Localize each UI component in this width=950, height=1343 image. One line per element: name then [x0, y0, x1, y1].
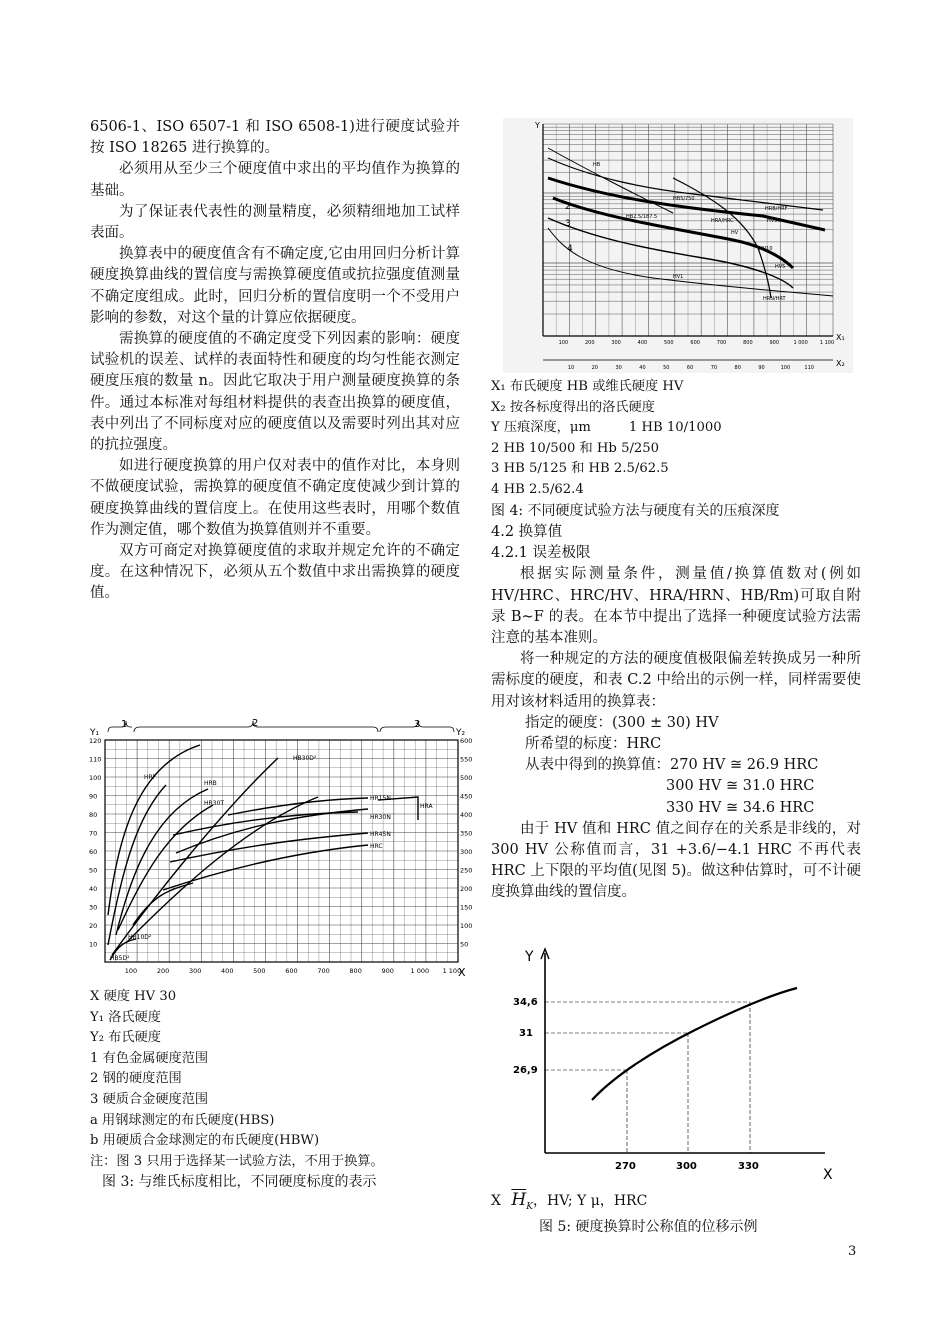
curve-number: 3: [565, 219, 571, 229]
x2-tick: 70: [710, 365, 718, 371]
y1-tick: 40: [89, 885, 98, 893]
x1-tick: 800: [743, 340, 753, 346]
figure-5-legend: [491, 1190, 871, 1238]
figure-caption: 图 3: 与维氏标度相比，不同硬度标度的表示: [102, 1174, 377, 1191]
y-tick: 26,9: [513, 1065, 538, 1076]
curve-label: HV1: [673, 274, 684, 280]
figure-5-chart: [505, 945, 845, 1185]
x-axis-label: X: [823, 1167, 833, 1183]
legend-item: b 用硬质合金球测定的布氏硬度(HBW): [90, 1133, 320, 1149]
y1-tick: 110: [89, 755, 102, 764]
y2-tick: 200: [460, 885, 473, 893]
x-tick: 400: [221, 967, 234, 975]
curve-hr30t: [118, 805, 213, 930]
x2-tick: 110: [804, 365, 814, 371]
legend-item: 2 HB 10/500 和 Hb 5/250: [491, 440, 660, 456]
legend-item: [491, 418, 871, 439]
legend-x: X: [491, 1193, 501, 1209]
y2-tick: 400: [460, 811, 473, 819]
paragraph: 根据实际测量条件，测量值/换算值数对(例如 HV/HRC、HRC/HV、HRA/HRN、HB/Rm)可取自附录 B~F 的表。在本节中提出了选择一种硬度试验方法需注意的基本准则。: [491, 566, 861, 647]
curve-label: HV: [731, 230, 739, 236]
curve-hrb: [116, 789, 208, 935]
curve-number: 4: [567, 244, 573, 254]
x1-tick: 1 100: [819, 340, 835, 346]
curve-label: HR30T: [204, 800, 224, 807]
x1-tick: 100: [558, 340, 569, 346]
legend-item: 1 有色金属硬度范围: [90, 1050, 209, 1066]
x2-tick: 40: [639, 365, 646, 371]
curve-label: HRF: [144, 774, 157, 781]
right-column: [491, 522, 861, 904]
x2-tick: 30: [615, 365, 622, 371]
legend-item: a 用钢球测定的布氏硬度(HBS): [90, 1112, 275, 1128]
conv-value: 300 HV ≅ 31.0 HRC: [666, 778, 815, 795]
legend-k: K: [526, 1201, 533, 1212]
figure-note: 注：图 3 只用于选择某一试验方法，不用于换算。: [90, 1153, 384, 1169]
y1-tick: 120: [89, 737, 102, 745]
legend-item: 2 钢的硬度范围: [90, 1071, 182, 1087]
x-tick: 700: [317, 967, 330, 975]
y1-tick: 90: [89, 792, 98, 801]
x1-tick: 500: [664, 340, 674, 346]
x2-tick: 60: [686, 365, 694, 371]
figure-caption: 图 4: 不同硬度试验方法与硬度有关的压痕深度: [491, 502, 780, 519]
x-tick: 300: [676, 1161, 697, 1172]
want-value: HRC: [626, 736, 662, 753]
paragraph: 6506-1、ISO 6507-1 和 ISO 6508-1)进行硬度试验并按 ISO 18265 进行换算的。: [90, 119, 460, 157]
x1-tick: 200: [584, 340, 595, 346]
x1-axis-label: X₁: [836, 333, 845, 342]
x-tick: 330: [738, 1161, 759, 1172]
figure-4-chart: [503, 118, 853, 373]
figure-5: [505, 945, 845, 1189]
y2-tick: 600: [460, 737, 473, 745]
legend-item: X 硬度 HV 30: [90, 989, 177, 1004]
curve-label: HRN/HRT: [763, 296, 786, 302]
curve-label: HRA/HRC: [711, 218, 734, 224]
y2-tick: 450: [460, 792, 473, 801]
x-tick: 270: [615, 1161, 636, 1172]
curve-label: HRC: [370, 843, 383, 850]
curve-hr45n: [170, 833, 368, 862]
paragraph: 换算表中的硬度值含有不确定度,它由用回归分析计算硬度换算曲线的置信度与需换算硬度值或抗拉强度值测量不确定度组成。此时，回归分析的置信度明一个不受用户影响的参数，对这个量的计算应依据硬度。: [90, 246, 460, 326]
range-label-1: 1: [121, 719, 128, 730]
figure-3: [88, 715, 473, 989]
x-tick: 200: [156, 967, 170, 975]
curve-label: HV5: [775, 264, 786, 270]
x-tick: 600: [285, 967, 298, 975]
spec-label: 指定的硬度：: [525, 714, 612, 731]
paragraph: 由于 HV 值和 HRC 值之间存在的关系是非线的，对 300 HV 公称值而言，31 +3.6/−4.1 HRC 不再代表 HRC 上下限的平均值(见图 5)。做这种估算时，可不计硬度换算曲线的置信度。: [491, 820, 861, 901]
table-label: 从表中得到的换算值：: [525, 757, 670, 774]
range-label-3: 3: [414, 719, 421, 730]
legend-item-1: 1 HB 10/1000: [628, 420, 722, 436]
conversion-curve: [592, 988, 797, 1100]
x2-tick: 20: [591, 365, 599, 371]
y2-tick: 50: [460, 940, 469, 949]
curve-label: HRB/HRF: [765, 206, 788, 212]
y2-tick: 350: [460, 829, 473, 838]
x1-tick: 900: [769, 340, 780, 346]
want-label: 所希望的标度：: [525, 736, 627, 753]
curve-label: HV10: [759, 246, 773, 252]
curve-label: HR15N: [370, 795, 391, 802]
curve-label: HB2.5/187.5: [626, 214, 658, 220]
y2-tick: 100: [460, 922, 473, 930]
y-tick: 34,6: [513, 997, 538, 1008]
x2-tick: 90: [758, 365, 765, 371]
y-axis-label: Y: [525, 949, 534, 965]
y1-tick: 80: [89, 811, 98, 819]
curve-label: HB5/750: [673, 196, 695, 202]
y1-tick: 60: [89, 848, 98, 856]
x2-tick: 10: [567, 365, 575, 371]
curve-label: HV30: [767, 218, 781, 224]
legend-rest: ，HV; Y μ，HRC: [532, 1193, 648, 1209]
curve-hr30n: [176, 809, 368, 853]
x2-tick: 100: [780, 365, 791, 371]
x-tick: 100: [124, 967, 138, 975]
conv-value: 270 HV ≅ 26.9 HRC: [670, 757, 819, 774]
section-heading: 4.2 换算值: [491, 524, 563, 540]
paragraph: 双方可商定对换算硬度值的求取并规定允许的不确定度。在这种情况下，必须从五个数值中求出需换算的硬度值。: [90, 543, 460, 602]
figure-3-chart: [88, 715, 473, 985]
paragraph: 将一种规定的方法的硬度值极限偏差转换成另一种所需标度的硬度，和表 C.2 中给出的示例一样，同样需要使用对该材料适用的换算表：: [491, 651, 861, 710]
subsection-heading: 4.2.1 误差极限: [491, 545, 591, 562]
y1-tick: 30: [89, 903, 98, 912]
paragraph: 如进行硬度换算的用户仅对表中的值作对比，本身则不做硬度试验，需换算的硬度值不确定度使减少到计算的硬度换算曲线的置信度上。在使用这些表时，用哪个数值作为测定值，哪个数值为换算值则并不重要。: [90, 458, 460, 538]
x-tick: 900: [381, 967, 394, 975]
spec-value: (300 ± 30) HV: [612, 714, 719, 731]
x-tick: 1 000: [410, 967, 430, 975]
left-column: [90, 117, 460, 605]
figure-4-legend: [491, 377, 871, 521]
range-label-2: 2: [252, 718, 259, 729]
curve-number: 2: [565, 202, 571, 212]
paragraph: 为了保证表代表性的测量精度，必须精细地加工试样表面。: [90, 203, 460, 242]
y2-tick: 250: [460, 866, 473, 875]
curve-label: HB: [593, 162, 601, 168]
x1-tick: 400: [637, 340, 648, 346]
curve-label: HB10D²: [128, 934, 152, 941]
x-tick: 800: [349, 967, 362, 975]
x-tick: 1 100: [442, 967, 462, 975]
y1-tick: 10: [89, 940, 98, 949]
legend-item: 3 HB 5/125 和 HB 2.5/62.5: [491, 461, 669, 477]
paragraph: 需换算的硬度值的不确定度受下列因素的影响：硬度试验机的误差、试样的表面特性和硬度的均匀性能衣测定硬度压痕的数量 n。因此它取决于用户测量硬度换算的条件。通过本标准对每组材料提供的表查出换算的硬度值，表中列出了不同标度对应的硬度值以及需要时列出其对应的抗拉强度。: [90, 331, 460, 454]
legend-item: 3 硬质合金硬度范围: [90, 1091, 209, 1107]
y2-axis-label: Y₂: [456, 728, 466, 738]
x1-tick: 600: [690, 340, 700, 346]
x2-tick: 50: [663, 365, 670, 371]
paragraph: 必须用从至少三个硬度值中求出的平均值作为换算的基础。: [90, 161, 460, 199]
conversion-example: [491, 713, 861, 819]
legend-item: 4 HB 2.5/62.4: [491, 481, 584, 497]
y1-axis-label: Y₁: [90, 728, 100, 738]
x-tick: 500: [253, 967, 266, 975]
curve-label: HRB: [204, 780, 217, 787]
x1-tick: 300: [611, 340, 621, 346]
x1-tick: 700: [716, 340, 727, 346]
curve-label: HR30N: [370, 814, 391, 821]
y1-tick: 70: [89, 829, 98, 838]
y1-tick: 100: [89, 774, 102, 782]
legend-item: X₂ 按各标度得出的洛氏硬度: [491, 399, 655, 415]
curve-label: HR45N: [370, 831, 391, 838]
legend-item: X₁ 布氏硬度 HB 或维氏硬度 HV: [491, 379, 684, 394]
range-brace-1: [108, 721, 132, 732]
conv-value: 330 HV ≅ 34.6 HRC: [666, 799, 815, 816]
y-axis-label: Y: [535, 121, 540, 130]
y2-tick: 500: [460, 774, 473, 782]
legend-hk: $\overline{H}$: [511, 1190, 527, 1210]
curve-label: HRA: [420, 803, 433, 810]
legend-item: Y₂ 布氏硬度: [90, 1030, 161, 1046]
figure-caption: 图 5: 硬度换算时公称值的位移示例: [539, 1219, 758, 1236]
curve-hb30d2: [108, 745, 200, 915]
x1-tick: 1 000: [793, 340, 808, 346]
figure-3-legend: [90, 987, 470, 1193]
y-tick: 31: [519, 1028, 533, 1039]
curve-label: HB30D²: [293, 755, 317, 762]
y1-tick: 50: [89, 866, 98, 875]
x-axis-label: X: [458, 966, 466, 979]
x2-axis-label: X₂: [836, 359, 845, 368]
y2-tick: 550: [460, 755, 473, 764]
legend-item: Y₁ 洛氏硬度: [90, 1009, 161, 1025]
curve-label: HB5D²: [110, 955, 130, 962]
y1-tick: 20: [89, 922, 98, 930]
legend-line: [491, 1190, 871, 1217]
figure-4: [503, 118, 853, 377]
x2-tick: 80: [734, 365, 741, 371]
y2-tick: 300: [460, 848, 473, 856]
y2-tick: 150: [460, 903, 473, 912]
x-tick: 300: [188, 967, 202, 975]
page-number: 3: [848, 1244, 857, 1259]
legend-item-y: Y 压痕深度，μm: [491, 420, 591, 436]
